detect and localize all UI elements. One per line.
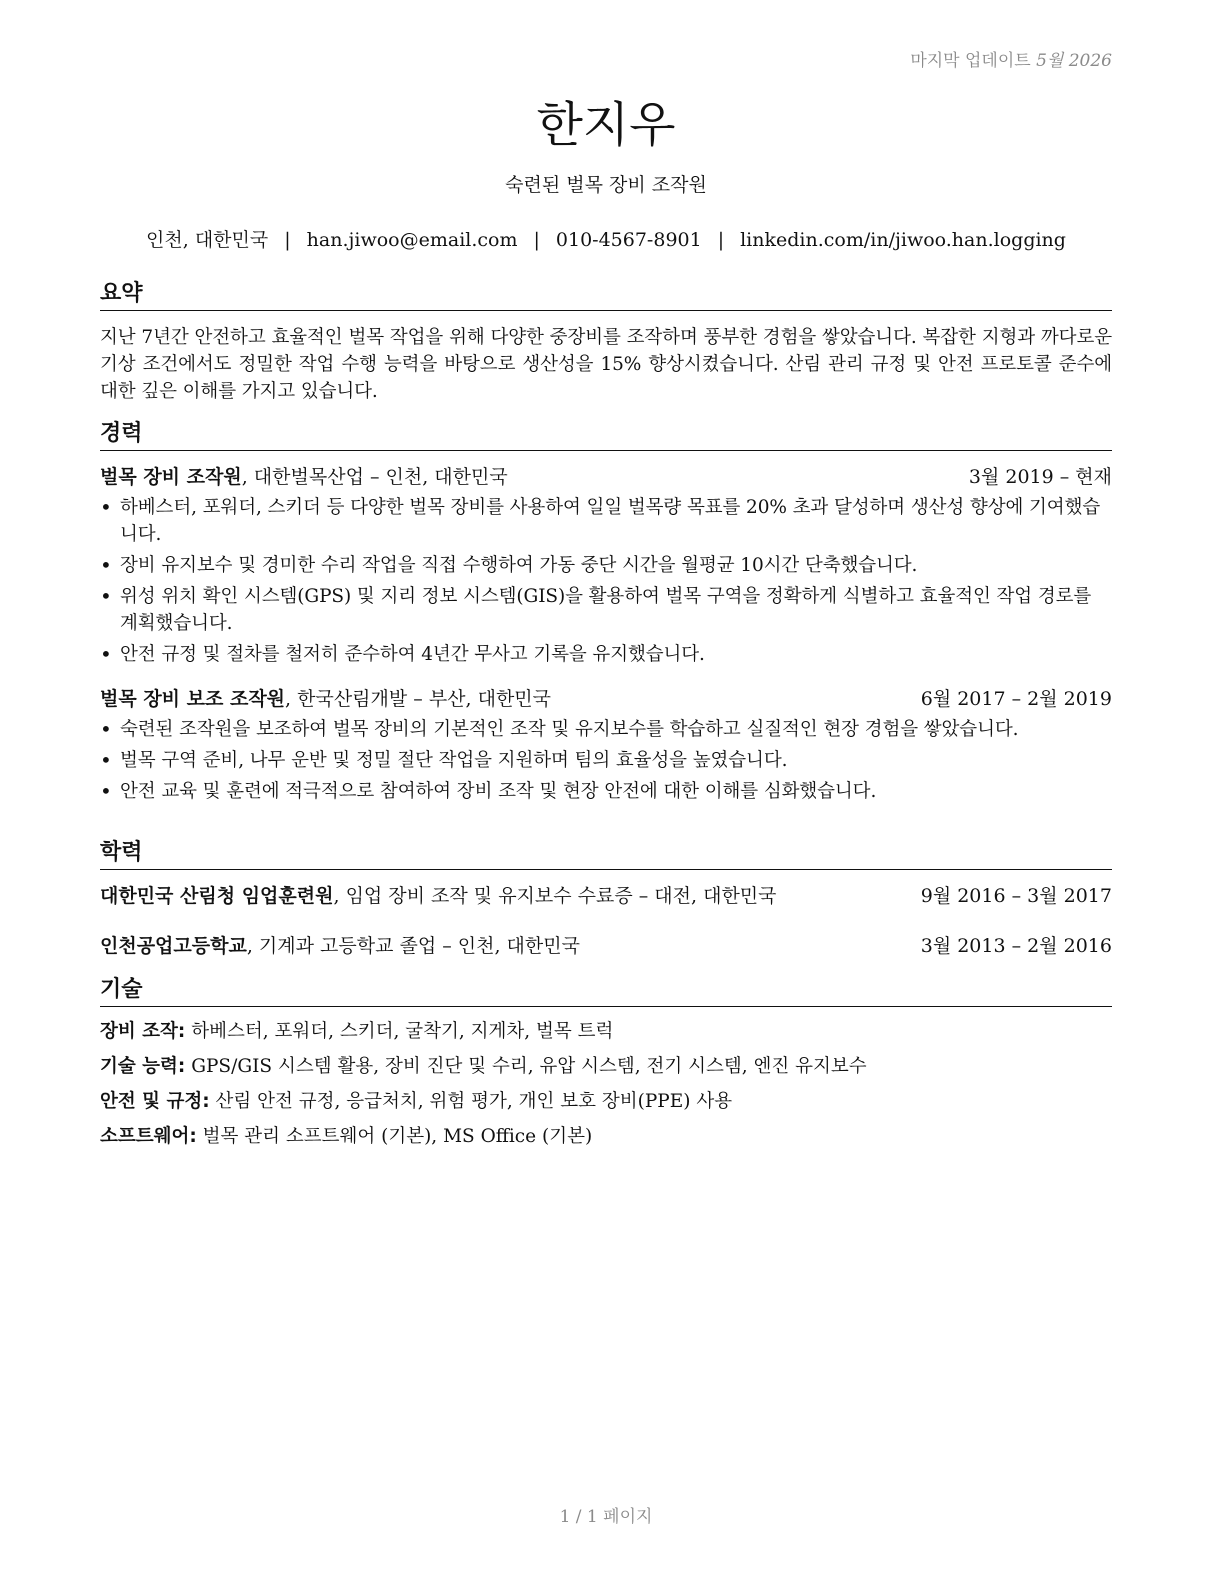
job-bullet: • 위성 위치 확인 시스템(GPS) 및 지리 정보 시스템(GIS)을 활용하여 벌목 구역을 정확하게 식별하고 효율적인 작업 경로를 계획했습니다. bbox=[120, 583, 1112, 637]
job-company: , 대한벌목산업 – 인천, 대한민국 bbox=[241, 466, 508, 488]
skill-value: 산림 안전 규정, 응급처치, 위험 평가, 개인 보호 장비(PPE) 사용 bbox=[209, 1091, 733, 1112]
contact-linkedin[interactable]: linkedin.com/in/jiwoo.han.logging bbox=[740, 229, 1066, 251]
job-dates: 3월 2019 – 현재 bbox=[968, 466, 1112, 488]
section-title-summary: 요약 bbox=[100, 276, 1112, 311]
job-bullet: • 안전 교육 및 훈련에 적극적으로 참여하여 장비 조작 및 현장 안전에 대한 이해를 심화했습니다. bbox=[120, 778, 1112, 805]
last-updated bbox=[910, 46, 1112, 71]
summary-text: 지난 7년간 안전하고 효율적인 벌목 작업을 위해 다양한 중장비를 조작하며 풍부한 경험을 쌓았습니다. 복잡한 지형과 까다로운 기상 조건에서도 정밀한 작업 수행 능력을 바탕으로 생산성을 15% 향상시켰습니다. 산림 관리 규정 및 안전 프로토콜 준수에 대한 깊은 이해를 가지고 있습니다. bbox=[100, 327, 1112, 402]
skill-value: 벌목 관리 소프트웨어 (기본), MS Office (기본) bbox=[196, 1126, 593, 1147]
job-header bbox=[100, 686, 1112, 712]
skill-value: 하베스터, 포워더, 스키더, 굴착기, 지게차, 벌목 트럭 bbox=[185, 1021, 614, 1042]
skill-label: 안전 및 규정: bbox=[100, 1091, 210, 1112]
skill-label: 기술 능력: bbox=[100, 1056, 186, 1077]
last-updated-date: 5월 2026 bbox=[1036, 51, 1112, 71]
summary-section bbox=[100, 276, 1112, 405]
contact-phone: 010-4567-8901 bbox=[555, 229, 702, 251]
skill-label: 소프트웨어: bbox=[100, 1126, 197, 1147]
job-bullets bbox=[100, 494, 1112, 668]
education-detail: , 임업 장비 조작 및 유지보수 수료증 – 대전, 대한민국 bbox=[333, 885, 777, 907]
section-title-experience: 경력 bbox=[100, 416, 1112, 451]
job-entry bbox=[100, 686, 1112, 805]
section-title-education: 학력 bbox=[100, 835, 1112, 870]
skill-line bbox=[100, 1054, 1112, 1080]
job-bullet: • 숙련된 조작원을 보조하여 벌목 장비의 기본적인 조작 및 유지보수를 학습하고 실질적인 현장 경험을 쌓았습니다. bbox=[120, 716, 1112, 743]
job-bullets bbox=[100, 716, 1112, 805]
contact-location: 인천, 대한민국 bbox=[146, 229, 269, 251]
candidate-tagline: 숙련된 벌목 장비 조작원 bbox=[505, 174, 707, 196]
contact-separator: | bbox=[717, 229, 725, 251]
education-dates: 3월 2013 – 2월 2016 bbox=[920, 935, 1112, 957]
skill-label: 장비 조작: bbox=[100, 1021, 186, 1042]
education-detail: , 기계과 고등학교 졸업 – 인천, 대한민국 bbox=[246, 935, 580, 957]
page-number: 1 / 1 페이지 bbox=[559, 1507, 653, 1527]
skill-line bbox=[100, 1089, 1112, 1115]
education-section bbox=[100, 835, 1112, 959]
job-dates: 6월 2017 – 2월 2019 bbox=[920, 688, 1112, 710]
job-role: 벌목 장비 조작원 bbox=[100, 466, 242, 488]
candidate-name: 한지우 bbox=[536, 97, 676, 153]
job-bullet: • 안전 규정 및 절차를 철저히 준수하여 4년간 무사고 기록을 유지했습니다. bbox=[120, 641, 1112, 668]
job-company: , 한국산림개발 – 부산, 대한민국 bbox=[285, 688, 552, 710]
job-header bbox=[100, 464, 1112, 490]
job-entry bbox=[100, 464, 1112, 668]
experience-section bbox=[100, 416, 1112, 809]
job-bullet: • 장비 유지보수 및 경미한 수리 작업을 직접 수행하여 가동 중단 시간을 월평균 10시간 단축했습니다. bbox=[120, 552, 1112, 579]
education-school: 대한민국 산림청 임업훈련원 bbox=[100, 885, 334, 907]
resume-page bbox=[100, 0, 1112, 1584]
education-school: 인천공업고등학교 bbox=[100, 935, 247, 957]
contact-line bbox=[100, 225, 1112, 252]
job-bullet: • 하베스터, 포워더, 스키더 등 다양한 벌목 장비를 사용하여 일일 벌목량 목표를 20% 초과 달성하며 생산성 향상에 기여했습니다. bbox=[120, 494, 1112, 548]
job-role: 벌목 장비 보조 조작원 bbox=[100, 688, 286, 710]
skill-line bbox=[100, 1019, 1112, 1045]
last-updated-prefix: 마지막 업데이트 bbox=[910, 51, 1031, 71]
education-entry bbox=[100, 883, 1112, 909]
section-title-skills: 기술 bbox=[100, 972, 1112, 1007]
skill-value: GPS/GIS 시스템 활용, 장비 진단 및 수리, 유압 시스템, 전기 시스템, 엔진 유지보수 bbox=[185, 1056, 867, 1077]
education-dates: 9월 2016 – 3월 2017 bbox=[920, 885, 1112, 907]
contact-email[interactable]: han.jiwoo@email.com bbox=[306, 229, 518, 251]
education-entry bbox=[100, 933, 1112, 959]
contact-separator: | bbox=[533, 229, 540, 251]
skill-line bbox=[100, 1124, 1112, 1150]
contact-separator: | bbox=[284, 229, 291, 251]
skills-section bbox=[100, 972, 1112, 1159]
job-bullet: • 벌목 구역 준비, 나무 운반 및 정밀 절단 작업을 지원하며 팀의 효율성을 높였습니다. bbox=[120, 747, 1112, 774]
